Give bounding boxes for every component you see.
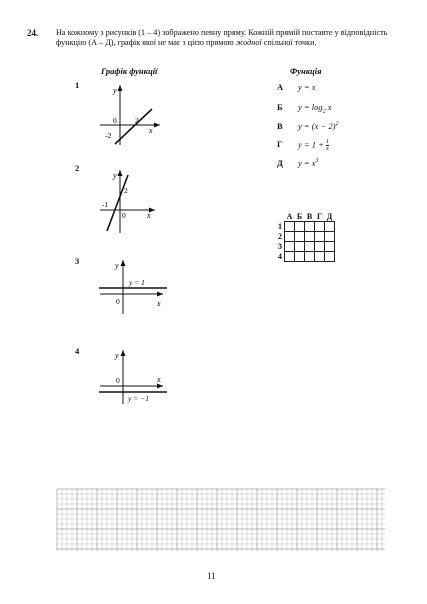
graph-3-x-arrow — [157, 292, 163, 297]
function-v-formula-sup: 2 — [335, 121, 339, 128]
function-a-formula: y = x — [298, 82, 316, 92]
graph-4-line-label: y = −1 — [128, 394, 149, 403]
function-b-formula-main: y = log — [298, 102, 323, 112]
question-number: 24. — [27, 28, 39, 38]
function-g-frac-denominator: x — [326, 146, 329, 152]
graph-2-y-arrow — [118, 170, 123, 176]
graph-3-x-label: x — [157, 299, 161, 308]
function-b-formula — [298, 102, 332, 115]
graph-1-y-label: y — [113, 86, 117, 95]
answer-col-v: В — [306, 212, 313, 221]
answer-cell[interactable] — [315, 252, 325, 262]
answer-col-g: Г — [316, 212, 323, 221]
graph-1 — [95, 80, 165, 150]
function-b-formula-tail: x — [325, 102, 332, 112]
answer-cell[interactable] — [305, 232, 315, 242]
function-g-formula-main: y = 1 + — [298, 139, 326, 150]
answer-cell[interactable] — [325, 252, 335, 262]
answer-col-b: Б — [296, 212, 303, 221]
function-g — [277, 139, 329, 152]
graph-3-line-label: y = 1 — [129, 278, 145, 287]
graph-1-y-arrow — [118, 85, 123, 91]
answer-cell[interactable] — [305, 252, 315, 262]
answer-cell[interactable] — [295, 222, 305, 232]
answer-cell[interactable] — [325, 232, 335, 242]
answer-cell[interactable] — [295, 242, 305, 252]
function-b-formula-sub: 2 — [322, 108, 326, 115]
graph-2-origin: 0 — [122, 211, 126, 220]
answer-cell[interactable] — [315, 242, 325, 252]
answer-cell[interactable] — [315, 222, 325, 232]
function-column-header: Функція — [290, 66, 322, 76]
function-d — [277, 158, 319, 168]
answer-row-label: 2 — [278, 232, 282, 241]
function-b — [277, 102, 332, 115]
answer-cell[interactable] — [315, 232, 325, 242]
answer-row-label: 3 — [278, 242, 282, 251]
function-v-formula-main: y = (x − 2) — [298, 121, 336, 131]
graph-4-y-label: y — [115, 351, 119, 360]
answer-grid — [273, 212, 335, 262]
function-g-frac-numerator: 1 — [326, 139, 329, 145]
graph-1-origin: 0 — [113, 116, 117, 125]
question-text-emphasis: жодної — [235, 38, 262, 47]
graph-2-number: 2 — [75, 163, 80, 173]
answer-cell[interactable] — [305, 242, 315, 252]
graph-4-origin: 0 — [116, 376, 120, 385]
graph-4-number: 4 — [75, 346, 80, 356]
graph-4-y-arrow — [121, 350, 126, 356]
graph-column-header: Графік функції — [101, 66, 158, 76]
function-d-formula-sup: 3 — [315, 158, 319, 165]
graph-3-number: 3 — [75, 256, 80, 266]
function-d-formula-main: y = x — [298, 158, 316, 168]
answer-cell[interactable] — [295, 232, 305, 242]
graph-3-y-arrow — [121, 260, 126, 266]
graph-4-x-arrow — [157, 384, 163, 389]
function-d-formula — [298, 158, 319, 168]
answer-cell[interactable] — [285, 232, 295, 242]
answer-cell[interactable] — [285, 222, 295, 232]
function-v-formula — [298, 121, 338, 131]
answer-cell[interactable] — [325, 242, 335, 252]
graph-1-x-arrow — [154, 123, 160, 128]
graph-2-y-label: y — [113, 171, 117, 180]
answer-row-1 — [273, 222, 335, 232]
answer-cell[interactable] — [295, 252, 305, 262]
graph-3-origin: 0 — [116, 297, 120, 306]
answer-row-4 — [273, 252, 335, 262]
function-d-letter: Д — [277, 158, 283, 168]
graph-3-y-label: y — [115, 261, 119, 270]
answer-col-a: А — [286, 212, 293, 221]
function-b-letter: Б — [277, 102, 283, 112]
answer-row-3 — [273, 242, 335, 252]
graph-4 — [95, 346, 170, 406]
function-g-fraction — [326, 139, 329, 152]
function-v-letter: В — [277, 121, 283, 131]
graph-2 — [95, 165, 165, 235]
answer-row-label: 1 — [278, 222, 282, 231]
graph-1-x-label: x — [149, 126, 153, 135]
graph-4-x-label: x — [157, 375, 161, 384]
answer-col-d: Д — [326, 212, 333, 221]
question-text-part1: На кожному з рисунків (1 – 4) зображено певну пряму. Кожній прямій поставте у відповідність функцію (А – Д), графік якої не має з цією прямою — [56, 28, 388, 47]
question-text — [56, 28, 396, 48]
graph-2-y-mark: 2 — [124, 186, 128, 195]
answer-row-2 — [273, 232, 335, 242]
graph-1-y-mark: -2 — [105, 131, 112, 140]
answer-row-label: 4 — [278, 252, 282, 261]
answer-cell[interactable] — [285, 252, 295, 262]
graph-2-x-label: x — [147, 211, 151, 220]
page-number: 11 — [207, 571, 216, 581]
answer-grid-header — [273, 212, 335, 222]
question-text-part2: спільної точки. — [261, 38, 317, 47]
graph-1-number: 1 — [75, 80, 80, 90]
graph-2-x-mark: -1 — [102, 200, 109, 209]
answer-cell[interactable] — [285, 242, 295, 252]
scratch-grid[interactable] — [56, 488, 386, 552]
graph-1-line — [115, 109, 152, 144]
answer-cell[interactable] — [305, 222, 315, 232]
function-v — [277, 121, 338, 131]
answer-cell[interactable] — [325, 222, 335, 232]
graph-3 — [95, 256, 170, 316]
function-a — [277, 82, 316, 92]
graph-1-x-mark: 2 — [135, 116, 139, 125]
function-g-letter: Г — [277, 139, 283, 149]
function-a-letter: А — [277, 82, 284, 92]
function-g-formula — [298, 139, 329, 152]
graph-2-line — [107, 175, 128, 231]
